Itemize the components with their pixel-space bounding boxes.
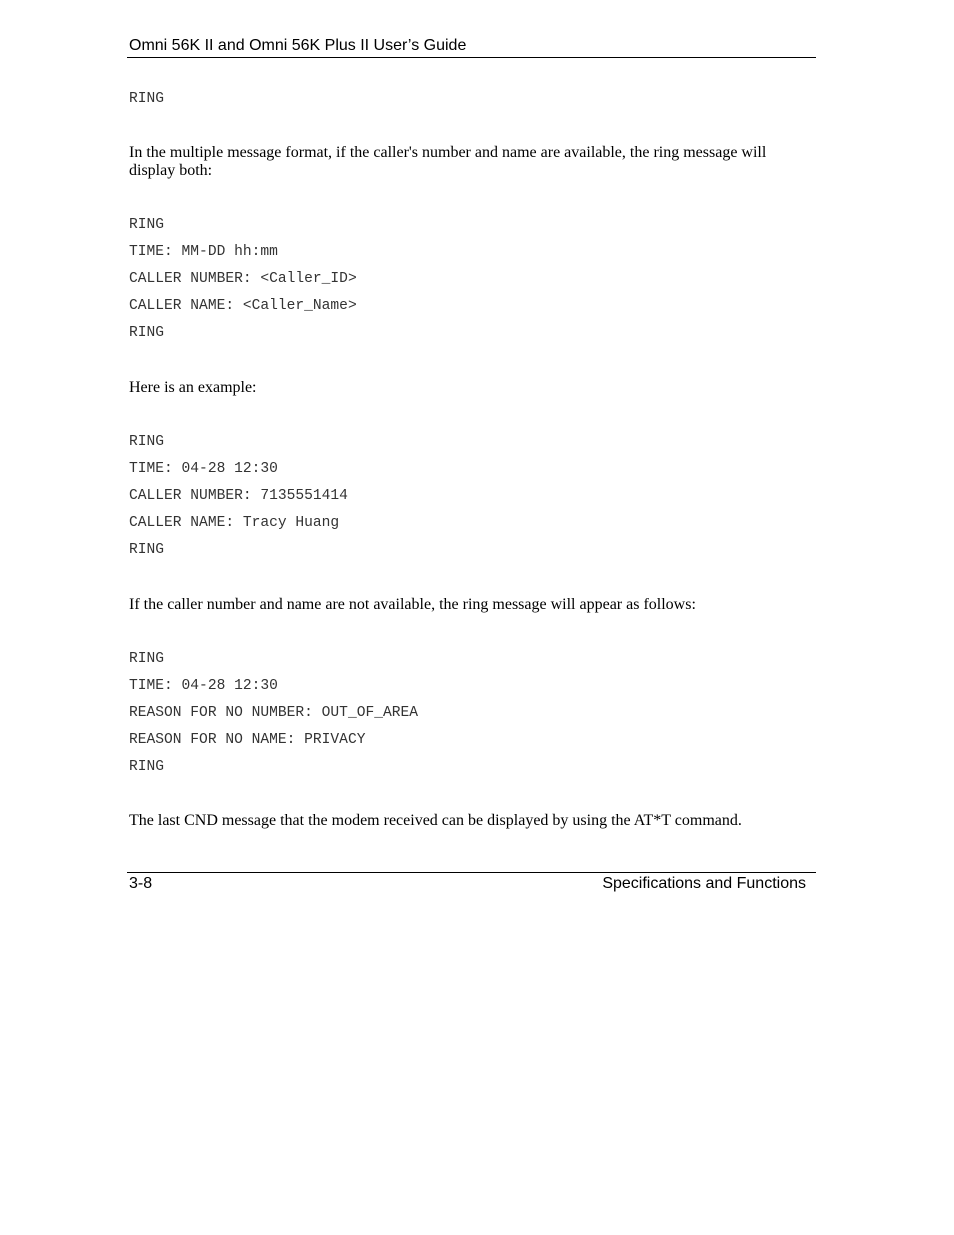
code-line: RING xyxy=(129,325,165,341)
page-number: 3-8 xyxy=(129,875,153,892)
code-line: CALLER NUMBER: <Caller_ID> xyxy=(129,271,357,287)
page-header-title: Omni 56K II and Omni 56K Plus II User’s Guide xyxy=(129,37,467,54)
code-line: TIME: 04-28 12:30 xyxy=(129,678,278,694)
code-line: RING xyxy=(129,542,165,558)
paragraph-last-cnd-message: The last CND message that the modem received can be displayed by using the AT*T command. xyxy=(129,812,742,829)
code-line: TIME: 04-28 12:30 xyxy=(129,461,278,477)
paragraph-not-available: If the caller number and name are not available, the ring message will appear as follows: xyxy=(129,596,696,613)
code-line: REASON FOR NO NAME: PRIVACY xyxy=(129,732,366,748)
code-line: RING xyxy=(129,91,165,107)
code-line: CALLER NAME: Tracy Huang xyxy=(129,515,340,531)
code-line: TIME: MM-DD hh:mm xyxy=(129,244,278,260)
code-line: REASON FOR NO NUMBER: OUT_OF_AREA xyxy=(129,705,419,721)
paragraph-example-intro: Here is an example: xyxy=(129,379,257,396)
code-line: RING xyxy=(129,759,165,775)
code-line: CALLER NUMBER: 7135551414 xyxy=(129,488,348,504)
footer-rule xyxy=(127,872,816,873)
code-line: RING xyxy=(129,651,165,667)
code-line: RING xyxy=(129,217,165,233)
paragraph-multiple-message-format: In the multiple message format, if the caller's number and name are available, the ring message will display both: xyxy=(129,144,767,179)
code-line: CALLER NAME: <Caller_Name> xyxy=(129,298,357,314)
header-rule xyxy=(127,57,816,58)
code-line: RING xyxy=(129,434,165,450)
footer-section-title: Specifications and Functions xyxy=(602,875,806,892)
